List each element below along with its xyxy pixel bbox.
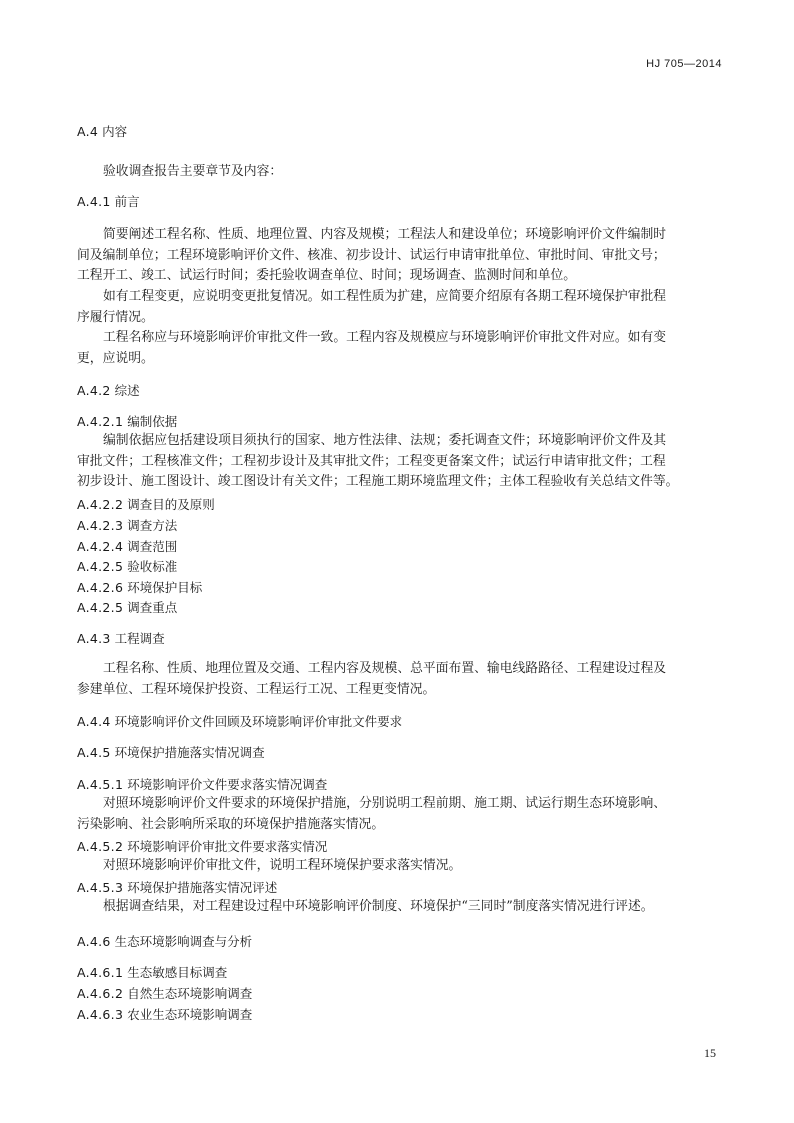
paragraph-line: 间及编制单位；工程环境影响评价文件、核准、初步设计、试运行申请审批单位、审批时间、审批文号；	[77, 247, 666, 263]
heading-number: A.4.6.3	[77, 1007, 124, 1022]
heading-a422	[77, 496, 215, 513]
heading-number: A.4.2.1	[77, 414, 124, 429]
heading-number: A.4.2	[77, 383, 111, 398]
paragraph-a41-1	[77, 225, 719, 287]
heading-number: A.4.3	[77, 631, 111, 646]
heading-a452	[77, 838, 327, 855]
paragraph-a451	[77, 794, 719, 835]
heading-number: A.4.5.3	[77, 880, 124, 895]
paragraph-line: 初步设计、施工图设计、竣工图设计有关文件；工程施工期环境监理文件；主体工程验收有关总结文件等。	[77, 474, 679, 489]
heading-number: A.4.2.5	[77, 559, 124, 574]
heading-a46	[77, 933, 252, 950]
heading-title: 生态环境影响调查与分析	[114, 934, 253, 949]
heading-title: 工程调查	[114, 631, 165, 646]
paragraph-line: 如有工程变更，应说明变更批复情况。如工程性质为扩建，应简要介绍原有各期工程环境保护审批程	[103, 289, 667, 304]
heading-a453	[77, 879, 277, 896]
heading-title: 综述	[114, 383, 140, 398]
heading-title: 环境保护措施落实情况评述	[127, 880, 278, 895]
paragraph-line: 编制依据应包括建设项目须执行的国家、地方性法律、法规；委托调查文件；环境影响评价文件及其	[103, 433, 667, 448]
heading-title: 环境影响评价文件回顾及环境影响评价审批文件要求	[114, 714, 403, 729]
heading-a425b	[77, 599, 177, 616]
heading-a463	[77, 1006, 252, 1023]
paragraph-line: 对照环境影响评价文件要求的环境保护措施，分别说明工程前期、施工期、试运行期生态环境影响、	[103, 796, 667, 811]
heading-a462	[77, 985, 252, 1002]
paragraph-a453	[77, 897, 719, 918]
heading-number: A.4.5.2	[77, 839, 124, 854]
heading-title: 调查方法	[127, 518, 178, 533]
heading-a461	[77, 964, 227, 981]
heading-title: 调查范围	[127, 539, 178, 554]
heading-a4	[77, 123, 127, 140]
heading-number: A.4.2.3	[77, 518, 124, 533]
heading-number: A.4	[77, 124, 99, 139]
heading-title: 环境影响评价文件要求落实情况调查	[127, 777, 328, 792]
heading-number: A.4.4	[77, 714, 111, 729]
heading-title: 农业生态环境影响调查	[127, 1007, 253, 1022]
paragraph-line: 参建单位、工程环境保护投资、工程运行工况、工程更变情况。	[77, 681, 436, 697]
heading-a44	[77, 713, 402, 730]
heading-title: 编制依据	[127, 414, 178, 429]
heading-title: 环境保护目标	[127, 580, 203, 595]
heading-title: 环境保护措施落实情况调查	[114, 745, 265, 760]
paragraph-a4-intro	[77, 162, 719, 183]
heading-number: A.4.1	[77, 194, 111, 209]
paragraph-line: 工程名称、性质、地理位置及交通、工程内容及规模、总平面布置、输电线路路径、工程建设过程及	[103, 661, 667, 676]
paragraph-line: 简要阐述工程名称、性质、地理位置、内容及规模；工程法人和建设单位；环境影响评价文件编制时	[103, 227, 667, 242]
heading-a42	[77, 382, 140, 399]
heading-title: 调查目的及原则	[127, 497, 215, 512]
paragraph-line: 验收调查报告主要章节及内容：	[103, 164, 283, 179]
heading-title: 自然生态环境影响调查	[127, 986, 253, 1001]
heading-title: 前言	[114, 194, 140, 209]
paragraph-a421	[77, 431, 719, 493]
paragraph-line: 根据调查结果，对工程建设过程中环境影响评价制度、环境保护“三同时”制度落实情况进行评述。	[103, 899, 654, 914]
heading-a451	[77, 776, 327, 793]
paragraph-line: 工程开工、竣工、试运行时间；委托验收调查单位、时间；现场调查、监测时间和单位。	[77, 268, 577, 283]
paragraph-line: 污染影响、社会影响所采取的环境保护措施落实情况。	[77, 816, 385, 832]
heading-title: 生态敏感目标调查	[127, 965, 228, 980]
heading-number: A.4.2.5	[77, 600, 124, 615]
heading-number: A.4.5	[77, 745, 111, 760]
heading-title: 调查重点	[127, 600, 178, 615]
paragraph-a452	[77, 856, 719, 877]
heading-title: 验收标准	[127, 559, 178, 574]
heading-number: A.4.5.1	[77, 777, 124, 792]
heading-a426	[77, 579, 202, 596]
paragraph-a41-2	[77, 287, 719, 328]
heading-a41	[77, 193, 140, 210]
heading-a43	[77, 630, 165, 647]
paragraph-line: 审批文件；工程核准文件；工程初步设计及其审批文件；工程变更备案文件；试运行申请审批文件；工程	[77, 453, 666, 469]
page-number: 15	[704, 1046, 716, 1060]
paragraph-a43	[77, 659, 719, 700]
heading-title: 环境影响评价审批文件要求落实情况	[127, 839, 328, 854]
paragraph-line: 工程名称应与环境影响评价审批文件一致。工程内容及规模应与环境影响评价审批文件对应。如有变	[103, 330, 667, 345]
heading-a45	[77, 744, 265, 761]
heading-number: A.4.2.6	[77, 580, 124, 595]
heading-title: 内容	[102, 124, 128, 139]
heading-number: A.4.6	[77, 934, 111, 949]
heading-number: A.4.2.2	[77, 497, 124, 512]
heading-a425	[77, 558, 177, 575]
paragraph-line: 对照环境影响评价审批文件，说明工程环境保护要求落实情况。	[103, 858, 462, 873]
heading-number: A.4.2.4	[77, 539, 124, 554]
standard-code: HJ 705—2014	[646, 58, 722, 70]
paragraph-line: 序履行情况。	[77, 309, 154, 325]
paragraph-line: 更，应说明。	[77, 350, 154, 366]
heading-number: A.4.6.1	[77, 965, 124, 980]
heading-a421	[77, 413, 177, 430]
heading-a424	[77, 538, 177, 555]
heading-number: A.4.6.2	[77, 986, 124, 1001]
heading-a423	[77, 517, 177, 534]
paragraph-a41-3	[77, 328, 719, 369]
